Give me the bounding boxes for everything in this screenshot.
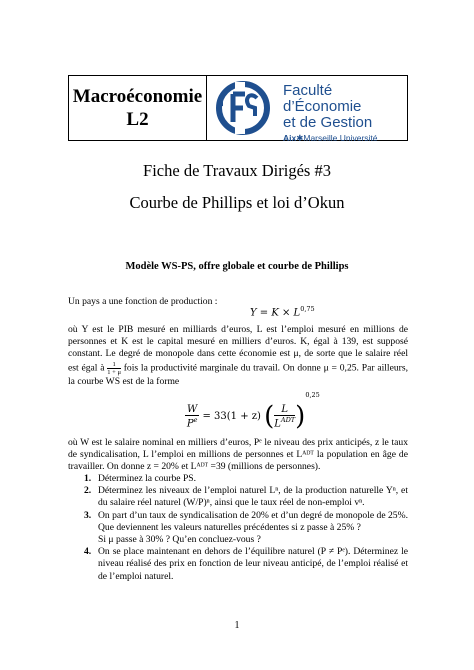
course-title-box <box>69 76 207 140</box>
paragraph-1: où Y est le PIB mesuré en milliards d’euros, L est l’emploi mesuré en millions de personnes et K est le capital mesuré en milliers d’euros. K, égal à 139, est supposé constant. Le degré de monopole dans cette économie est μ, de sorte que le salaire réel est égal à $\frac{1}{1 + \mu}$ fois la productivité marginale du travail. On donne μ = 0,25. Par ailleurs, la courbe WS est de la forme <box>68 324 408 387</box>
question-item: 1. Déterminez la courbe PS. <box>84 473 197 484</box>
feg-logo-icon <box>213 80 279 136</box>
ws-equation: $\frac{W}{P^e}$ = 33(1 + z) ( $\frac{L}{L^{ADT}}$ )$^{0,25}$ <box>186 391 320 432</box>
intro-text: Un pays a une fonction de production : <box>68 296 218 307</box>
question-item: 2. Déterminez les niveaux de l’emploi naturel Lⁿ, de la production naturelle Yⁿ, et du salaire réel naturel (W/P)ⁿ, ainsi que le taux réel de non-emploi vⁿ. <box>84 485 408 509</box>
page-number: 1 <box>234 620 240 631</box>
header-box <box>68 75 408 141</box>
faculty-logo <box>207 76 407 143</box>
markup-fraction: $\frac{1}{1 + \mu}$ <box>107 360 121 376</box>
worksheet-title: Fiche de Travaux Dirigés #3 <box>143 161 331 180</box>
question-item: 4. On se place maintenant en dehors de l’équilibre naturel (P ≠ Pᵉ). Déterminez le niveau réalisé des prix en fonction de leur niveau anticipé, de l’emploi réalisé et de l’emploi naturel. <box>84 546 408 582</box>
university-name: Aix✱Marseille Université <box>283 133 378 143</box>
course-level: L2 <box>126 109 149 130</box>
section-heading: Modèle WS-PS, offre globale et courbe de Phillips <box>125 261 349 272</box>
question-item: 3. On part d’un taux de syndicalisation de 20% et d’un degré de monopole de 25%. Que deviennent les valeurs naturelles précédentes si z passe à 25% ? Si μ passe à 30% ? Qu’en concluez-vous ? <box>84 509 408 546</box>
worksheet-subtitle: Courbe de Phillips et loi d’Okun <box>129 193 345 212</box>
faculty-name: Faculté d’Économie et de Gestion Aix✱Marseille Université <box>283 83 407 145</box>
production-function: Y = K × L$^{0,75}$ <box>250 305 315 319</box>
paragraph-2: où W est le salaire nominal en milliers d’euros, Pᵉ le niveau des prix anticipés, z le taux de syndicalisation, L l’emploi en millions de personnes et Lᴬᴰᵀ la population en âge de travailler. On donne z = 20% et Lᴬᴰᵀ =39 (millions de personnes). <box>68 437 408 473</box>
course-name: Macroéconomie <box>72 86 203 107</box>
question-list <box>84 473 408 583</box>
